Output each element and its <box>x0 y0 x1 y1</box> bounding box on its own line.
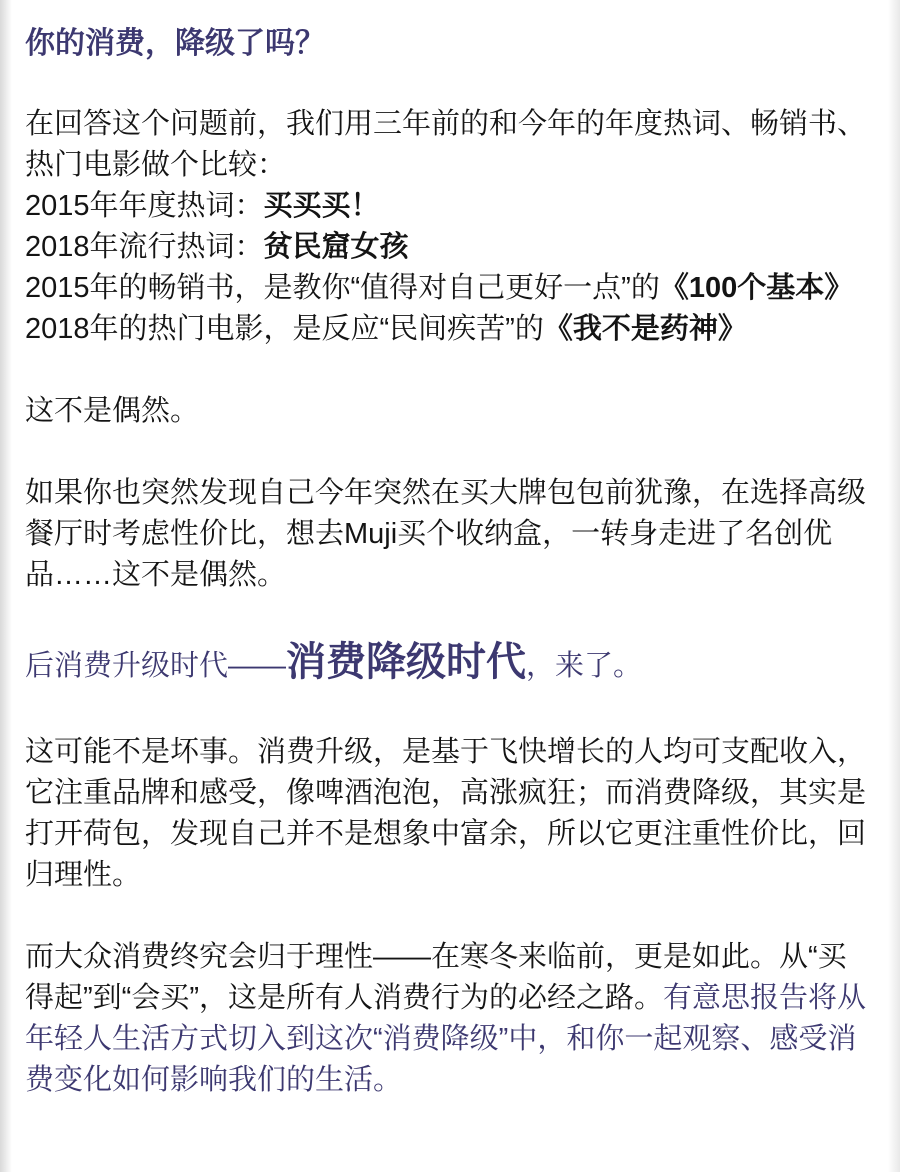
conclusion-accent-text: 有意思报告将从年轻人生活方式切入到这次“消费降级”中，和你一起观察、感受消费变化如何影响我们的生活。 <box>25 982 866 1096</box>
analysis-paragraph: 这可能不是坏事。消费升级，是基于飞快增长的人均可支配收入，它注重品牌和感受，像啤酒泡泡，高涨疯狂；而消费降级，其实是打开荷包，发现自己并不是想象中富余，所以它更注重性价比，回归理性。 <box>25 736 867 891</box>
right-edge-shading <box>888 0 900 1172</box>
hot-word-2015-label: 2015年年度热词： <box>25 190 264 222</box>
conclusion-black-text: 而大众消费终究会归于理性——在寒冬来临前，更是如此。从“买得起”到“会买”，这是所有人消费行为的必经之路。 <box>25 941 847 1014</box>
observation-paragraph: 如果你也突然发现自己今年突然在买大牌包包前犹豫，在选择高级餐厅时考虑性价比，想去Muji买个收纳盒，一转身走进了名创优品……这不是偶然。 <box>25 477 867 591</box>
bestseller-2015-title: 《100个基本》 <box>659 272 854 304</box>
comparison-intro: 在回答这个问题前，我们用三年前的和今年的年度热词、畅销书、热门电影做个比较： <box>25 108 867 181</box>
era-heading-prefix: 后消费升级时代—— <box>25 650 287 682</box>
article-title: 你的消费，降级了吗？ <box>25 27 325 60</box>
movie-2018-title: 《我不是药神》 <box>543 313 747 345</box>
era-heading-emphasis: 消费降级时代 <box>286 640 527 684</box>
not-coincidence-paragraph: 这不是偶然。 <box>25 395 200 427</box>
movie-2018-prefix: 2018年的热门电影，是反应“民间疾苦”的 <box>25 313 544 345</box>
left-edge-shading <box>0 0 12 1172</box>
conclusion-paragraph <box>25 937 875 1101</box>
hot-word-2018-label: 2018年流行热词： <box>25 231 264 263</box>
hot-word-2018-value: 贫民窟女孩 <box>263 231 409 263</box>
comparison-paragraph <box>25 104 875 350</box>
hot-word-2015-value: 买买买！ <box>263 190 380 222</box>
era-heading <box>25 637 875 691</box>
era-heading-suffix: ，来了。 <box>526 650 643 682</box>
bestseller-2015-prefix: 2015年的畅销书，是教你“值得对自己更好一点”的 <box>25 272 660 304</box>
